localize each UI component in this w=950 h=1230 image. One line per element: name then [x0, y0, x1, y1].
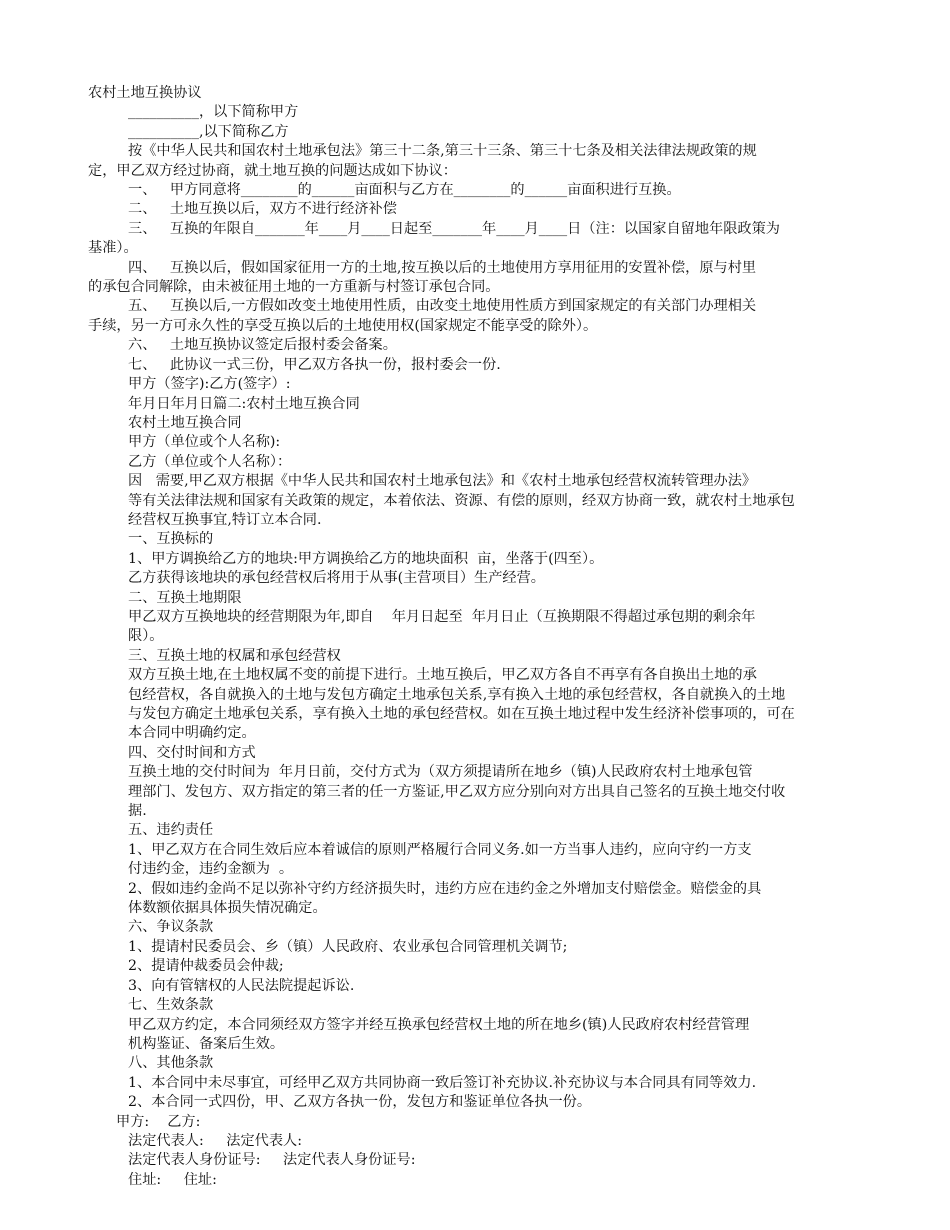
- document-line: 八、其他条款: [128, 1055, 214, 1072]
- document-line: 定，甲乙双方经过协商，就土地互换的问题达成如下协议：: [88, 162, 457, 179]
- document-line: 三、 互换的年限自_______年____月____日起至_______年____月____日（注：以国家自留地年限政策为: [128, 220, 780, 237]
- document-line: 按《中华人民共和国农村土地承包法》第三十二条,第三十三条、第三十七条及相关法律法规政策的规: [128, 143, 757, 160]
- document-line: 机构鉴证、备案后生效。: [128, 1035, 285, 1052]
- document-line: 甲方: 乙方:: [116, 1113, 201, 1130]
- document-line: 四、 互换以后，假如国家征用一方的土地,按互换以后的土地使用方享用征用的安置补偿，原与村里: [128, 259, 757, 276]
- document-line: 1、甲方调换给乙方的地块:甲方调换给乙方的地块面积 亩，坐落于(四至）。: [128, 550, 604, 567]
- document-line: 六、 土地互换协议签定后报村委会备案。: [128, 337, 397, 354]
- document-line: 甲方（单位或个人名称):: [128, 434, 281, 451]
- document-line: 乙方（单位或个人名称）：: [128, 453, 292, 470]
- document-line: 农村土地互换协议: [88, 85, 202, 101]
- document-line: 手续，另一方可永久性的享受互换以后的土地使用权(国家规定不能享受的除外）。: [88, 317, 598, 334]
- document-line: 甲乙双方互换地块的经营期限为年,即自 年月日起至 年月日止（互换期限不得超过承包期的剩余年: [128, 608, 756, 625]
- document-line: 七、 此协议一式三份，甲乙双方各执一份，报村委会一份.: [128, 356, 501, 373]
- document-line: 法定代表人身份证号: 法定代表人身份证号:: [128, 1152, 416, 1169]
- document-line: 经营权互换事宜,特订立本合同.: [128, 511, 322, 528]
- document-line: 1、甲乙双方在合同生效后应本着诚信的原则严格履行合同义务.如一方当事人违约，应向守约一方支: [128, 841, 752, 858]
- document-line: 本合同中明确约定。: [128, 725, 256, 742]
- document-line: 3、向有管辖权的人民法院提起诉讼.: [128, 977, 355, 994]
- document-line: 1、提请村民委员会、乡（镇）人民政府、农业承包合同管理机关调节;: [128, 938, 568, 955]
- document-line: 年月日年月日篇二:农村土地互换合同: [128, 395, 360, 412]
- document-line: 甲乙双方约定，本合同须经双方签字并经互换承包经营权土地的所在地乡(镇)人民政府农村经营管理: [128, 1016, 750, 1033]
- document-line: 等有关法律法规和国家有关政策的规定，本着依法、资源、有偿的原则，经双方协商一致，就农村土地承包: [128, 492, 795, 509]
- document-line: 五、违约责任: [128, 822, 214, 839]
- document-line: 基准）。: [88, 240, 138, 257]
- document-line: 因 需要,甲乙双方根据《中华人民共和国农村土地承包法》和《农村土地承包经营权流转管理办法》: [128, 473, 757, 490]
- document-line: 甲方（签字):乙方(签字）:: [128, 376, 291, 393]
- document-line: 二、 土地互换以后，双方不进行经济补偿: [128, 201, 397, 218]
- document-line: 的承包合同解除，由未被征用土地的一方重新与村签订承包合同。: [88, 279, 500, 296]
- document-line: 2、假如违约金尚不足以弥补守约方经济损失时，违约方应在违约金之外增加支付赔偿金。赔偿金的具: [128, 880, 762, 897]
- document-line: 1、本合同中未尽事宜，可经甲乙双方共同协商一致后签订补充协议.补充协议与本合同具有同等效力.: [128, 1074, 757, 1091]
- document-line: 五、 互换以后,一方假如改变土地使用性质，由改变土地使用性质方到国家规定的有关部门办理相关: [128, 298, 757, 315]
- document-line: 限）。: [128, 628, 164, 645]
- document-line: 四、交付时间和方式: [128, 744, 256, 761]
- document-line: 三、互换土地的权属和承包经营权: [128, 647, 341, 664]
- document-line: 据.: [128, 803, 147, 820]
- document-line: 住址: 住址:: [128, 1171, 217, 1188]
- document-line: 六、争议条款: [128, 919, 214, 936]
- document-line: 体数额依据具体损失情况确定。: [128, 900, 327, 917]
- document-line: 2、本合同一式四份，甲、乙双方各执一份，发包方和鉴证单位各执一份。: [128, 1094, 592, 1111]
- document-line: 双方互换土地,在土地权属不变的前提下进行。土地互换后，甲乙双方各自不再享有各自换出土地的承: [128, 667, 757, 684]
- document-line: 农村土地互换合同: [128, 414, 242, 431]
- document-line: 乙方获得该地块的承包经营权后将用于从事(主营项目）生产经营。: [128, 570, 545, 587]
- document-line: 互换土地的交付时间为 年月日前，交付方式为（双方须提请所在地乡（镇)人民政府农村土地承包管: [128, 764, 753, 781]
- document-line: 2、提请仲裁委员会仲裁;: [128, 958, 284, 975]
- document-line: __________，以下简称甲方: [128, 104, 299, 121]
- document-line: 付违约金，违约金额为 。: [128, 861, 294, 878]
- document-line: 一、互换标的: [128, 531, 214, 548]
- document-line: 与发包方确定土地承包关系，享有换入土地的承包经营权。如在互换土地过程中发生经济补偿事项的，可在: [128, 706, 795, 722]
- document-line: 理部门、发包方、双方指定的第三者的任一方鉴证,甲乙双方应分别向对方出具自己签名的互换土地交付收: [128, 783, 786, 800]
- document-line: 七、生效条款: [128, 997, 214, 1014]
- document-line: 包经营权，各自就换入的土地与发包方确定土地承包关系,享有换入土地的承包经营权，各自就换入的土地: [128, 686, 786, 703]
- document-line: 法定代表人: 法定代表人:: [128, 1132, 302, 1149]
- document-line: 一、 甲方同意将________的______亩面积与乙方在________的______亩面积进行互换。: [128, 182, 681, 199]
- document-line: 二、互换土地期限: [128, 589, 242, 606]
- document-line: __________,以下简称乙方: [128, 123, 289, 140]
